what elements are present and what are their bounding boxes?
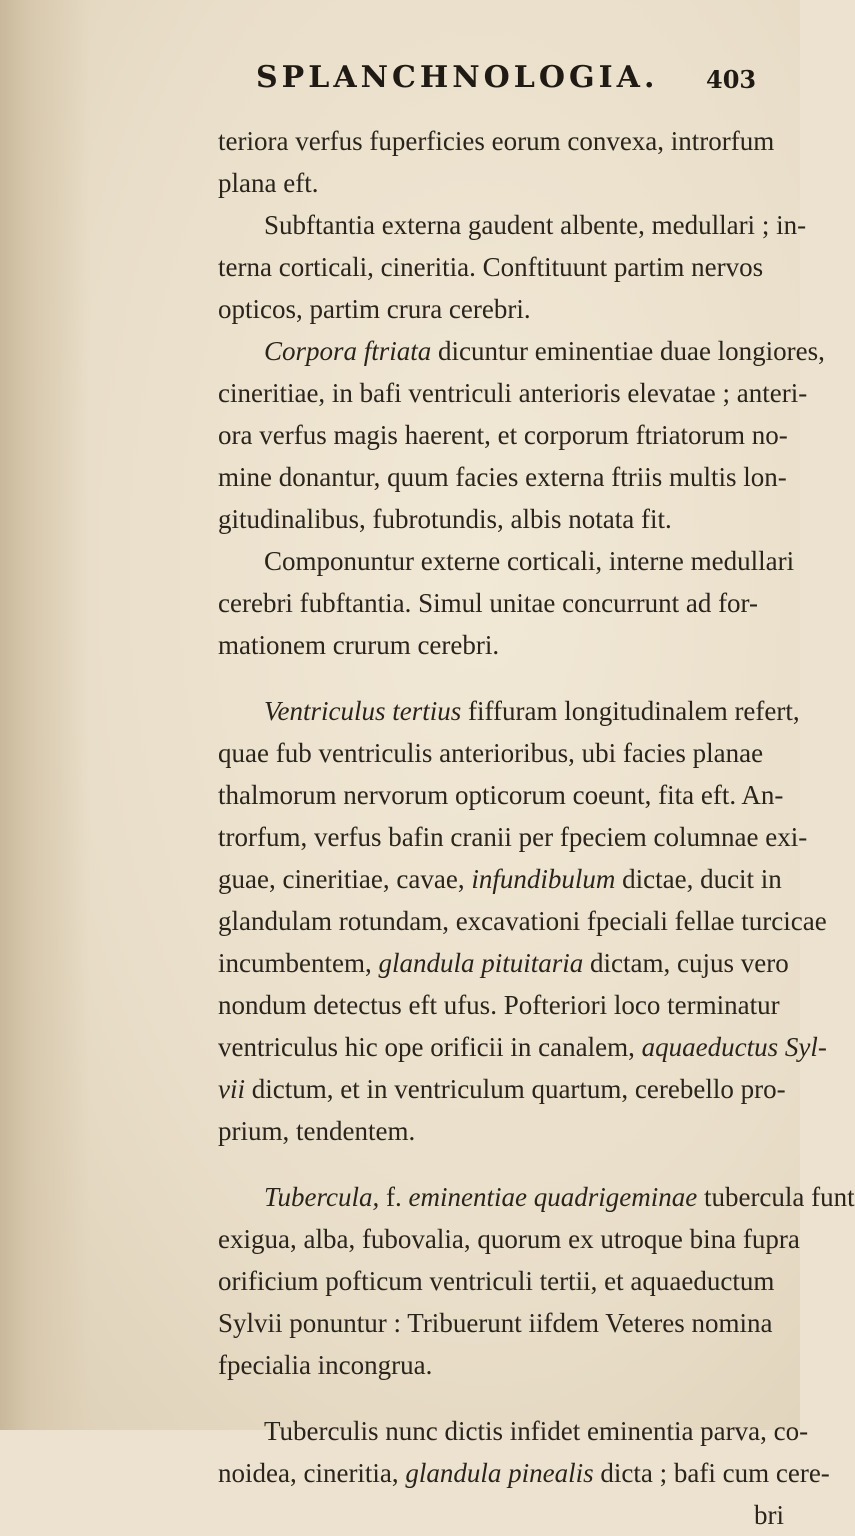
text-run: cineritiae, in bafi ventriculi anterioris elevatae ; anteri- (218, 378, 808, 408)
text-line (218, 414, 818, 456)
text-run: Componuntur externe corticali, interne medullari (264, 546, 795, 576)
text-run: plana eft. (218, 168, 319, 198)
text-line (218, 1218, 818, 1260)
text-line (218, 1260, 818, 1302)
italic-term: Tubercula, (264, 1182, 380, 1212)
text-line (218, 732, 818, 774)
text-run: terna corticali, cineritia. Conftituunt partim nervos (218, 252, 764, 282)
paragraph (218, 540, 818, 666)
paragraph-gap (218, 1386, 818, 1410)
text-line (218, 858, 818, 900)
text-run: thalmorum nervorum opticorum coeunt, fita eft. An- (218, 780, 784, 810)
text-run: f. (379, 1182, 409, 1212)
text-run: nondum detectus eft ufus. Pofteriori loco terminatur (218, 990, 780, 1020)
text-run: mine donantur, quum facies externa ftriis multis lon- (218, 462, 787, 492)
text-line (218, 540, 818, 582)
text-run: cerebri fubftantia. Simul unitae concurrunt ad for- (218, 588, 758, 618)
text-line (218, 1494, 784, 1536)
text-run: incumbentem, (218, 948, 379, 978)
text-run: noidea, cineritia, (218, 1458, 406, 1488)
text-line (218, 1068, 818, 1110)
text-line (218, 498, 818, 540)
text-run: tubercula funt (697, 1182, 855, 1212)
italic-term: glandula pinealis (405, 1458, 594, 1488)
text-run: exigua, alba, fubovalia, quorum ex utroque bina fupra (218, 1224, 800, 1254)
text-run: dictae, ducit in (615, 864, 782, 894)
text-run: mationem crurum cerebri. (218, 630, 500, 660)
text-run: prium, tendentem. (218, 1116, 416, 1146)
text-line (218, 246, 818, 288)
text-line (218, 1026, 827, 1068)
text-line (218, 582, 818, 624)
text-line (218, 624, 818, 666)
paragraph-gap (218, 1152, 818, 1176)
text-run: glandulam rotundam, excavationi fpeciali fellae turcicae (218, 906, 827, 936)
text-run: quae fub ventriculis anterioribus, ubi facies planae (218, 738, 764, 768)
paragraph (218, 204, 818, 330)
text-run: teriora verfus fuperficies eorum convexa, introrfum (218, 126, 775, 156)
text-line (218, 372, 818, 414)
text-run: opticos, partim crura cerebri. (218, 294, 531, 324)
paragraph (218, 330, 825, 540)
text-run: bri (754, 1500, 784, 1530)
running-title: SPLANCHNOLOGIA. (256, 60, 659, 95)
text-run: fpecialia incongrua. (218, 1350, 433, 1380)
text-line (218, 984, 818, 1026)
text-run: dicta ; bafi cum cere- (593, 1458, 830, 1488)
text-run: guae, cineritiae, cavae, (218, 864, 472, 894)
body-text (218, 120, 855, 1536)
text-run: fiffuram longitudinalem refert, (461, 696, 800, 726)
text-line (218, 120, 818, 162)
text-line (218, 1302, 818, 1344)
text-line (218, 456, 818, 498)
text-line (218, 1176, 855, 1218)
italic-term: infundibulum (471, 864, 616, 894)
paragraph (218, 1176, 855, 1386)
text-run: gitudinalibus, fubrotundis, albis notata fit. (218, 504, 672, 534)
italic-term: eminentiae quadrigeminae (408, 1182, 698, 1212)
text-run: Tuberculis nunc dictis infidet eminentia parva, co- (264, 1416, 809, 1446)
text-line (218, 330, 825, 372)
paragraph (218, 690, 827, 1152)
page-header (256, 60, 756, 110)
text-run: orificium pofticum ventriculi tertii, et aquaeductum (218, 1266, 775, 1296)
text-run: Subftantia externa gaudent albente, medullari ; in- (264, 210, 807, 240)
text-run: dictum, et in ventriculum quartum, cerebello pro- (245, 1074, 786, 1104)
page-gutter-shadow (0, 0, 90, 1430)
text-line (218, 162, 818, 204)
text-run: ventriculus hic ope orificii in canalem, (218, 1032, 642, 1062)
italic-term: aquaeductus Syl- (641, 1032, 827, 1062)
italic-term: glandula pituitaria (378, 948, 584, 978)
text-run: ora verfus magis haerent, et corporum ftriatorum no- (218, 420, 788, 450)
text-run: dictam, cujus vero (583, 948, 789, 978)
text-line (218, 1410, 818, 1452)
text-line (218, 204, 818, 246)
paragraph-gap (218, 666, 818, 690)
text-line (218, 1452, 830, 1494)
italic-term: Ventriculus tertius (264, 696, 462, 726)
text-line (218, 1110, 818, 1152)
text-line (218, 900, 827, 942)
italic-term: Corpora ftriata (264, 336, 432, 366)
text-run: trorfum, verfus bafin cranii per fpeciem columnae exi- (218, 822, 808, 852)
paragraph (218, 120, 818, 204)
text-line (218, 942, 818, 984)
page-number: 403 (706, 65, 757, 94)
text-line (218, 816, 818, 858)
text-run: Sylvii ponuntur : Tribuerunt iifdem Veteres nomina (218, 1308, 773, 1338)
text-line (218, 690, 818, 732)
italic-term: vii (218, 1074, 245, 1104)
paragraph (218, 1410, 830, 1536)
text-line (218, 288, 818, 330)
text-line (218, 1344, 818, 1386)
text-run: dicuntur eminentiae duae longiores, (431, 336, 825, 366)
text-line (218, 774, 818, 816)
